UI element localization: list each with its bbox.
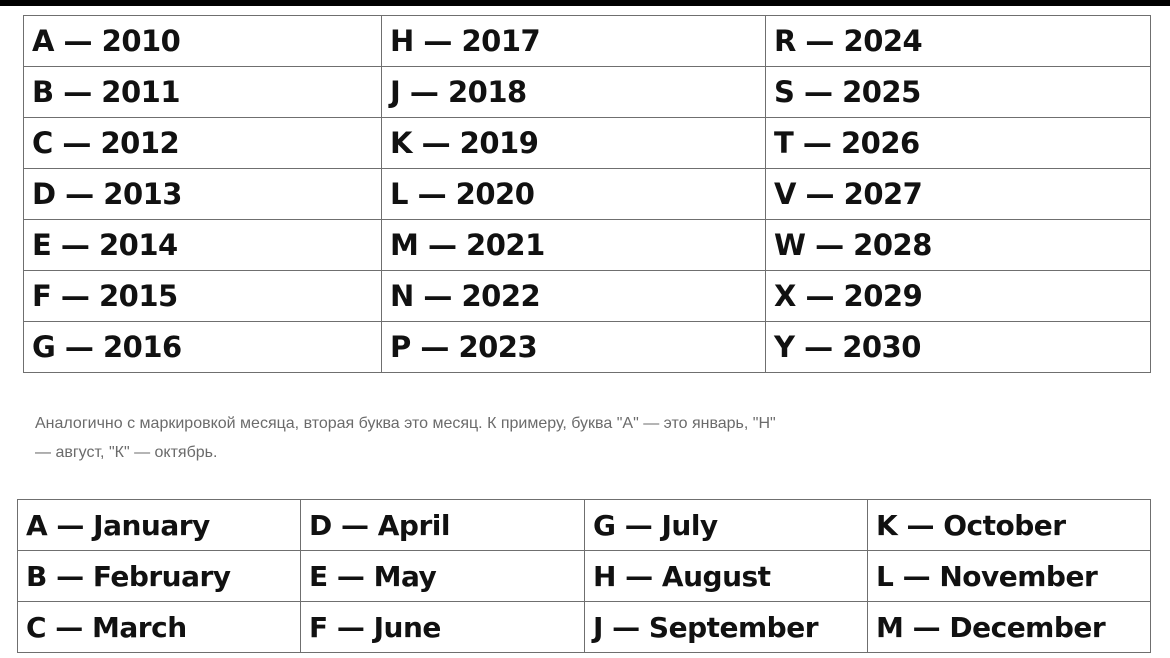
month-code-cell: H — August [585,551,868,602]
year-code-cell: L — 2020 [382,169,766,220]
month-code-cell: M — December [868,602,1151,653]
month-code-cell: B — February [18,551,301,602]
month-code-cell: F — June [301,602,585,653]
month-code-cell: E — May [301,551,585,602]
year-code-cell: V — 2027 [766,169,1151,220]
month-code-cell: A — January [18,500,301,551]
table-row [18,602,1151,653]
year-code-cell: B — 2011 [24,67,382,118]
month-code-cell: J — September [585,602,868,653]
month-code-cell: D — April [301,500,585,551]
table-row [24,220,1151,271]
month-code-cell: K — October [868,500,1151,551]
month-code-cell: C — March [18,602,301,653]
year-code-cell: N — 2022 [382,271,766,322]
year-code-cell: T — 2026 [766,118,1151,169]
year-code-cell: E — 2014 [24,220,382,271]
year-code-cell: D — 2013 [24,169,382,220]
year-code-cell: J — 2018 [382,67,766,118]
table-row [18,551,1151,602]
explanation-line: — август, "К" — октябрь. [35,444,218,461]
year-code-cell: W — 2028 [766,220,1151,271]
year-code-cell: R — 2024 [766,16,1151,67]
year-code-cell: X — 2029 [766,271,1151,322]
year-code-cell: P — 2023 [382,322,766,373]
table-row [24,16,1151,67]
top-border-bar [0,0,1170,6]
table-row [24,67,1151,118]
explanation-paragraph [35,409,1025,467]
month-code-cell: L — November [868,551,1151,602]
year-code-table [23,15,1151,373]
year-code-cell: K — 2019 [382,118,766,169]
month-code-cell: G — July [585,500,868,551]
year-code-cell: H — 2017 [382,16,766,67]
year-code-cell: C — 2012 [24,118,382,169]
table-row [24,322,1151,373]
year-code-cell: Y — 2030 [766,322,1151,373]
year-code-cell: M — 2021 [382,220,766,271]
year-code-cell: G — 2016 [24,322,382,373]
table-row [24,118,1151,169]
table-row [24,271,1151,322]
year-code-cell: A — 2010 [24,16,382,67]
year-code-cell: F — 2015 [24,271,382,322]
explanation-line: Аналогично с маркировкой месяца, вторая буква это месяц. К примеру, буква "А" — это январь, "Н" [35,415,776,432]
month-code-table [17,499,1151,653]
table-row [18,500,1151,551]
table-row [24,169,1151,220]
year-code-cell: S — 2025 [766,67,1151,118]
